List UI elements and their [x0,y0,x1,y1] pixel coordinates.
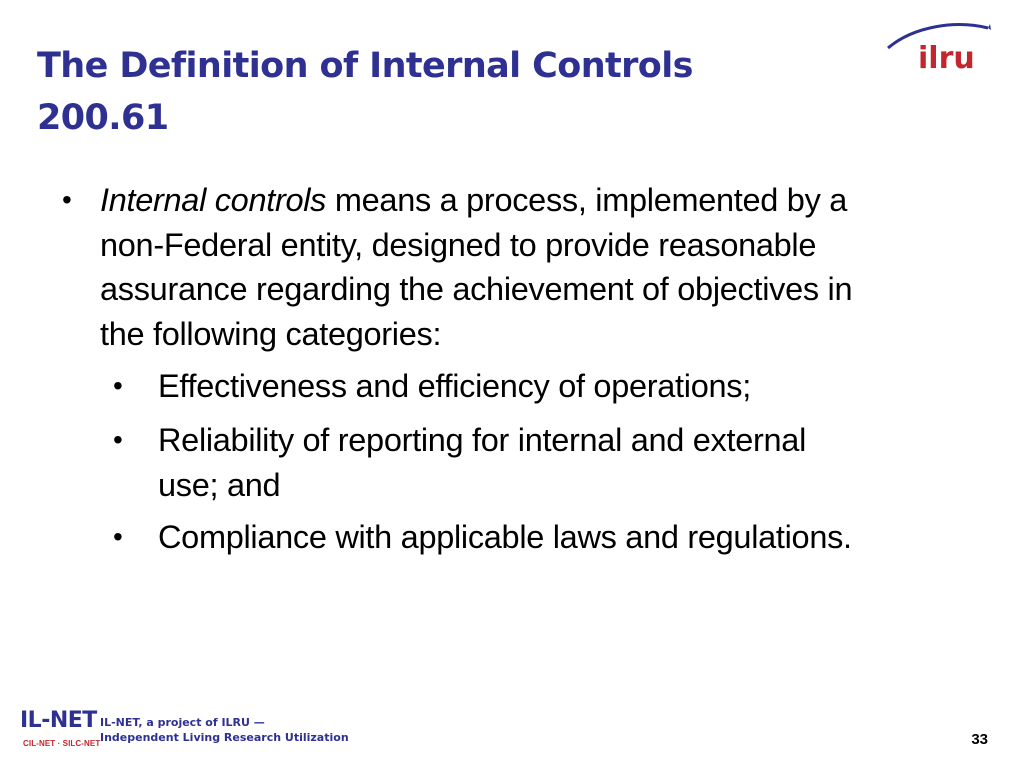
sub-bullet-2 [158,418,988,507]
sub-bullet-marker: • [113,521,123,552]
il-net-logo [20,708,101,750]
sub-bullet-2-line-1: Reliability of reporting for internal and external [158,422,806,458]
footer-text [100,715,349,745]
footer-line-1: IL-NET, a project of ILRU — [100,716,265,729]
main-bullet-text [100,178,990,356]
sub-bullet-2-line-2: use; and [158,466,281,503]
ilru-logo [884,18,992,78]
bullet-marker: • [62,184,72,215]
main-bullet-line-4: the following categories: [100,315,442,352]
il-net-brand: IL-NET [20,708,97,733]
footer-line-2: Independent Living Research Utilization [100,731,349,744]
page-number: 33 [971,731,988,748]
main-bullet-line-1-rest: means a process, implemented by a [326,182,848,218]
sub-bullet-marker: • [113,370,123,401]
sub-bullet-3 [158,515,988,560]
sub-bullet-3-line-1: Compliance with applicable laws and regulations. [158,519,852,555]
il-net-subbrand: CIL-NET · SILC-NET [23,739,101,748]
main-bullet-line-2: non-Federal entity, designed to provide reasonable [100,226,817,263]
slide-title [37,40,857,144]
slide-title-line-1: The Definition of Internal Controls [37,46,693,86]
ilru-logo-text: ilru [918,41,975,76]
slide-title-line-2: 200.61 [37,98,169,138]
sub-bullet-1 [158,364,988,409]
sub-bullet-1-line-1: Effectiveness and efficiency of operations; [158,368,751,404]
term-internal-controls: Internal controls [100,182,327,218]
sub-bullet-marker: • [113,424,123,455]
main-bullet-line-1 [100,178,990,223]
main-bullet-line-3: assurance regarding the achievement of objectives in [100,271,853,307]
